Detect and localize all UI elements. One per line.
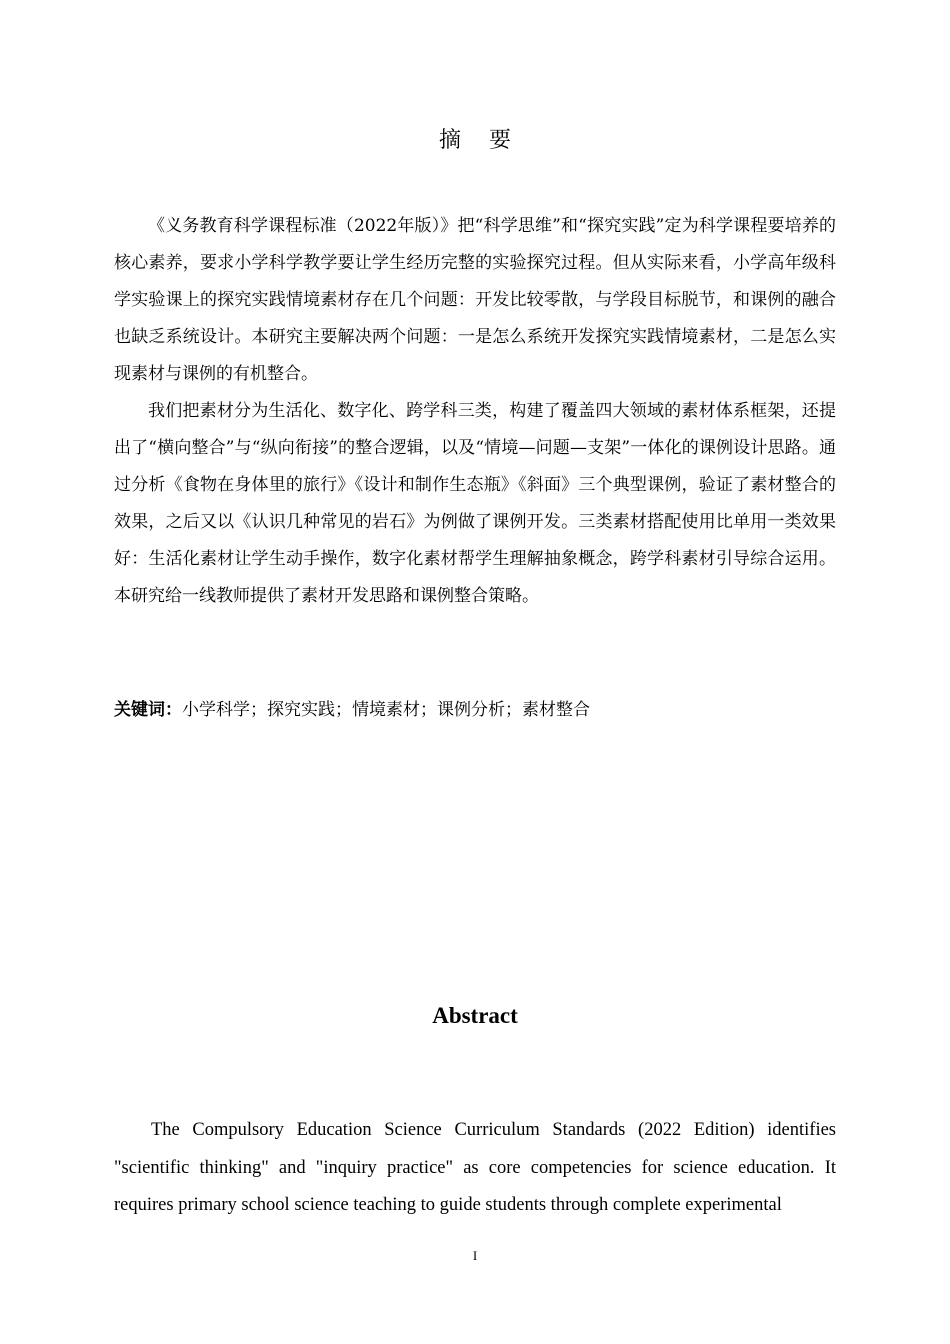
english-abstract-paragraph-1: The Compulsory Education Science Curriculum Standards (2022 Edition) identifies "scientific thinking" and "inquiry practice" as core competencies for science education. It requires primary school science teaching to guide students through complete experimental bbox=[114, 1120, 836, 1215]
page-number: I bbox=[472, 1248, 478, 1263]
chinese-abstract-paragraph-1: 《义务教育科学课程标准（2022年版）》把“科学思维”和“探究实践”定为科学课程要培养的核心素养，要求小学科学教学要让学生经历完整的实验探究过程。但从实际来看，小学高年级科学实验课上的探究实践情境素材存在几个问题：开发比较零散，与学段目标脱节，和课例的融合也缺乏系统设计。本研究主要解决两个问题：一是怎么系统开发探究实践情境素材，二是怎么实现素材与课例的有机整合。 bbox=[114, 216, 836, 384]
chinese-abstract-title: 摘要 bbox=[438, 128, 539, 153]
chinese-keywords bbox=[114, 692, 836, 729]
english-abstract-body bbox=[114, 1112, 836, 1225]
english-abstract-title: Abstract bbox=[432, 1003, 518, 1028]
chinese-abstract-body bbox=[114, 208, 836, 615]
keywords-label: 关键词： bbox=[114, 700, 182, 720]
keywords-text: 小学科学；探究实践；情境素材；课例分析；素材整合 bbox=[182, 700, 590, 720]
chinese-abstract-paragraph-2: 我们把素材分为生活化、数字化、跨学科三类，构建了覆盖四大领域的素材体系框架，还提出了“横向整合”与“纵向衔接”的整合逻辑，以及“情境—问题—支架”一体化的课例设计思路。通过分析《食物在身体里的旅行》《设计和制作生态瓶》《斜面》三个典型课例，验证了素材整合的效果，之后又以《认识几种常见的岩石》为例做了课例开发。三类素材搭配使用比单用一类效果好：生活化素材让学生动手操作，数字化素材帮学生理解抽象概念，跨学科素材引导综合运用。本研究给一线教师提供了素材开发思路和课例整合策略。 bbox=[114, 401, 836, 606]
